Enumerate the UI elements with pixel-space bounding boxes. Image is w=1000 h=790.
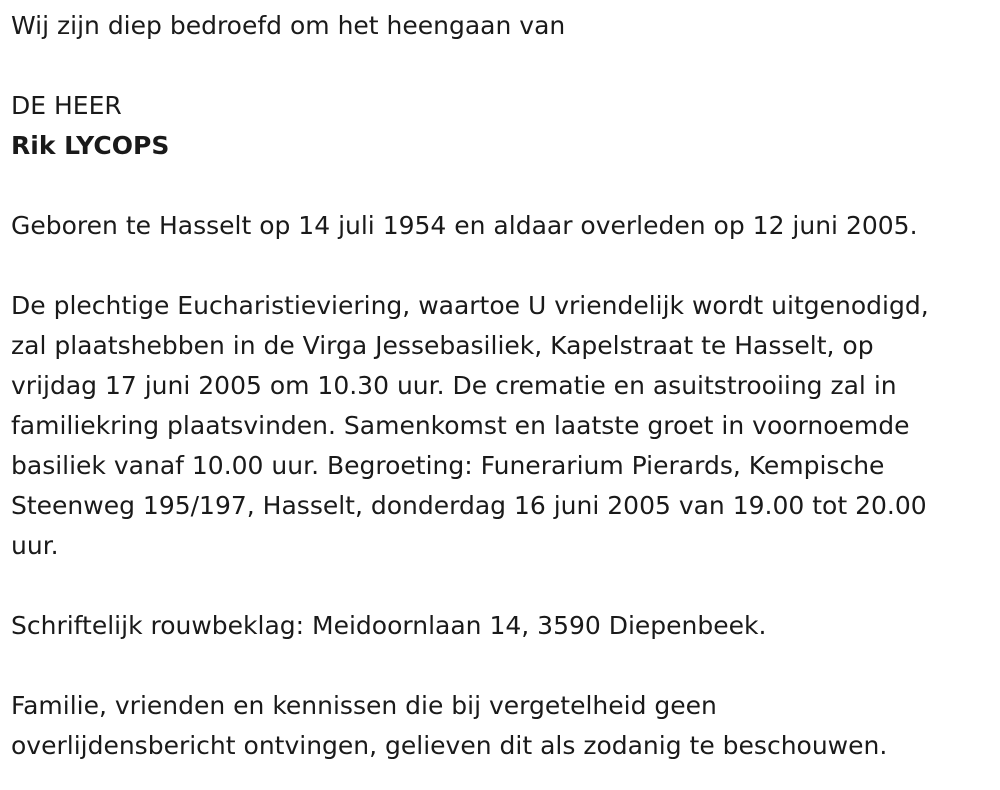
ceremony-line: uur. bbox=[11, 531, 59, 560]
ceremony-line: vrijdag 17 juni 2005 om 10.30 uur. De crematie en asuitstrooiing zal in bbox=[11, 371, 897, 400]
spacer bbox=[11, 46, 993, 86]
closing-line: Familie, vrienden en kennissen die bij vergetelheid geen bbox=[11, 691, 717, 720]
spacer bbox=[11, 646, 993, 686]
ceremony-line: Steenweg 195/197, Hasselt, donderdag 16 juni 2005 van 19.00 tot 20.00 bbox=[11, 491, 927, 520]
intro-line: Wij zijn diep bedroefd om het heengaan van bbox=[11, 11, 566, 40]
ceremony-line: zal plaatshebben in de Virga Jessebasiliek, Kapelstraat te Hasselt, op bbox=[11, 331, 874, 360]
ceremony-line: familiekring plaatsvinden. Samenkomst en laatste groet in voornoemde bbox=[11, 411, 910, 440]
birth-death-line: Geboren te Hasselt op 14 juli 1954 en aldaar overleden op 12 juni 2005. bbox=[11, 211, 918, 240]
ceremony-paragraph bbox=[11, 286, 993, 566]
spacer bbox=[11, 246, 993, 286]
spacer bbox=[11, 566, 993, 606]
closing-paragraph bbox=[11, 686, 993, 766]
obituary-notice bbox=[11, 6, 993, 766]
closing-line: overlijdensbericht ontvingen, gelieven dit als zodanig te beschouwen. bbox=[11, 731, 888, 760]
ceremony-line: De plechtige Eucharistieviering, waartoe U vriendelijk wordt uitgenodigd, bbox=[11, 291, 929, 320]
spacer bbox=[11, 166, 993, 206]
deceased-name: Rik LYCOPS bbox=[11, 131, 170, 160]
ceremony-line: basiliek vanaf 10.00 uur. Begroeting: Funerarium Pierards, Kempische bbox=[11, 451, 885, 480]
title-prefix: DE HEER bbox=[11, 91, 122, 120]
condolence-address: Schriftelijk rouwbeklag: Meidoornlaan 14, 3590 Diepenbeek. bbox=[11, 611, 767, 640]
